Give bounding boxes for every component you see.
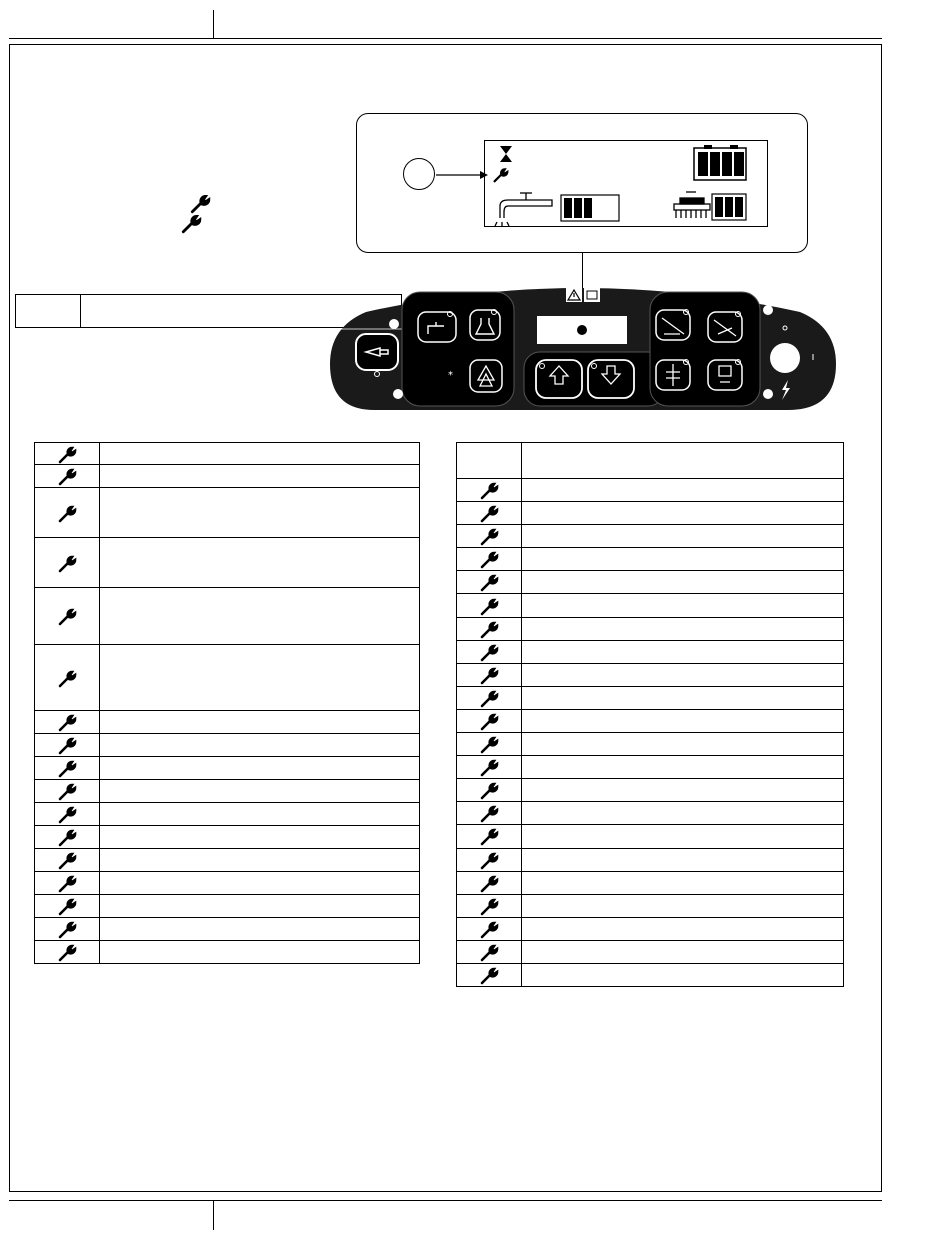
row-icon-cell — [35, 711, 100, 734]
wrench-icon — [479, 503, 499, 523]
row-icon-cell — [35, 538, 100, 588]
lcd-detail-svg — [430, 140, 770, 230]
dust-filter-button[interactable] — [708, 360, 742, 391]
table-row — [35, 538, 420, 588]
row-text-cell — [522, 663, 844, 686]
row-text-cell — [522, 709, 844, 732]
row-icon-cell — [35, 465, 100, 488]
row-icon-cell — [35, 588, 100, 645]
wrench-icon — [57, 850, 77, 870]
wrench-icon — [479, 965, 499, 985]
battery-level-bar — [710, 152, 720, 176]
wrench-icon — [479, 526, 499, 546]
row-icon-cell — [457, 894, 522, 917]
row-text-cell — [522, 917, 844, 940]
row-icon-cell — [457, 594, 522, 617]
wrench-icon — [57, 668, 77, 688]
row-icon-cell — [35, 443, 100, 465]
row-icon-cell — [457, 479, 522, 502]
row-text-cell — [522, 479, 844, 502]
row-icon-cell — [35, 941, 100, 964]
row-text-cell — [100, 780, 420, 803]
wrench-icon — [57, 712, 77, 732]
svg-text:*: * — [448, 370, 453, 381]
row-icon-cell — [35, 757, 100, 780]
wrench-icon — [479, 480, 499, 500]
solution-level-bar — [574, 198, 582, 218]
row-text-cell — [100, 803, 420, 826]
brush-pressure-button[interactable] — [656, 360, 690, 391]
table-row — [35, 780, 420, 803]
row-icon-cell — [35, 734, 100, 757]
row-icon-cell — [457, 548, 522, 571]
solution-level-bar — [584, 198, 592, 218]
wrench-icon — [189, 192, 211, 214]
battery-level-bar — [722, 152, 732, 176]
row-icon-cell — [35, 780, 100, 803]
row-text-cell — [522, 825, 844, 848]
row-icon-cell — [457, 525, 522, 548]
table-row — [35, 465, 420, 488]
row-icon-cell — [457, 940, 522, 963]
row-text-cell — [100, 711, 420, 734]
hourglass-icon — [500, 146, 512, 162]
row-text-cell — [522, 940, 844, 963]
wrench-icon — [479, 942, 499, 962]
wrench-icon — [57, 827, 77, 847]
header-divider — [213, 10, 214, 38]
solution-tap-icon — [495, 193, 552, 226]
row-text-cell — [100, 465, 420, 488]
table-row — [35, 872, 420, 895]
scrub-deck-up-button[interactable] — [536, 360, 582, 398]
wrench-icon — [57, 942, 77, 962]
row-icon-cell — [35, 918, 100, 941]
wrench-icon — [479, 919, 499, 939]
wrench-icon — [479, 850, 499, 870]
row-icon-cell — [35, 645, 100, 711]
battery-level-bar — [734, 152, 744, 176]
row-text-cell — [522, 779, 844, 802]
wrench-icon — [479, 803, 499, 823]
row-text-cell — [522, 756, 844, 779]
wrench-icon — [479, 572, 499, 592]
table-row — [457, 963, 844, 986]
table-row — [35, 941, 420, 964]
table-row — [35, 849, 420, 872]
scrub-deck-down-button[interactable] — [588, 360, 634, 398]
battery-level-bar — [698, 152, 708, 176]
table-row — [457, 479, 844, 502]
wrench-icon — [57, 873, 77, 893]
detergent-button[interactable] — [470, 310, 500, 341]
row-icon-cell — [35, 849, 100, 872]
wrench-icon — [479, 642, 499, 662]
table-row — [35, 757, 420, 780]
wrench-icon — [57, 503, 77, 523]
row-text-cell — [522, 502, 844, 525]
table-row — [457, 548, 844, 571]
row-icon-cell — [457, 848, 522, 871]
row-text-cell — [100, 918, 420, 941]
brush-level-bar — [735, 197, 743, 217]
row-text-cell — [100, 443, 420, 465]
row-icon-cell — [457, 733, 522, 756]
brush-icon — [674, 192, 710, 218]
row-text-cell — [100, 538, 420, 588]
table-row — [35, 488, 420, 538]
wrench-icon — [57, 444, 77, 464]
row-text-cell — [100, 849, 420, 872]
table-row — [457, 502, 844, 525]
row-text-cell — [100, 588, 420, 645]
footer-rule — [9, 1200, 882, 1201]
solution-button[interactable] — [418, 312, 456, 343]
solution-level-bar — [564, 198, 572, 218]
header-code-cell — [457, 443, 522, 479]
table-row — [35, 895, 420, 918]
table-row — [457, 848, 844, 871]
wrench-icon — [57, 781, 77, 801]
row-icon-cell — [457, 502, 522, 525]
row-icon-cell — [457, 640, 522, 663]
table-row — [35, 826, 420, 849]
table-row — [457, 663, 844, 686]
row-text-cell — [100, 895, 420, 918]
row-text-cell — [522, 848, 844, 871]
table-row — [457, 571, 844, 594]
table-row — [35, 918, 420, 941]
wrench-icon — [479, 619, 499, 639]
row-text-cell — [522, 617, 844, 640]
row-icon-cell — [457, 709, 522, 732]
row-text-cell — [522, 525, 844, 548]
wrench-icon — [57, 896, 77, 916]
vacuum-button[interactable] — [708, 312, 742, 343]
table-row — [457, 709, 844, 732]
warning-icon — [566, 288, 582, 302]
row-text-cell — [100, 488, 420, 538]
wrench-icon — [479, 896, 499, 916]
wrench-icon — [479, 665, 499, 685]
row-icon-cell — [35, 803, 100, 826]
table-row — [35, 734, 420, 757]
row-icon-cell — [457, 779, 522, 802]
table-row — [457, 917, 844, 940]
wrench-icon — [479, 734, 499, 754]
row-text-cell — [522, 963, 844, 986]
brush-level-bar — [725, 197, 733, 217]
wrench-icon — [180, 212, 202, 234]
row-text-cell — [100, 826, 420, 849]
row-icon-cell — [35, 488, 100, 538]
footer-divider — [213, 1200, 214, 1230]
row-text-cell — [522, 686, 844, 709]
header-rule — [9, 38, 882, 39]
brush-level-bar — [715, 197, 723, 217]
table-row — [35, 645, 420, 711]
table-row — [457, 871, 844, 894]
row-text-cell — [100, 757, 420, 780]
wrench-icon — [479, 757, 499, 777]
wrench-icon — [57, 758, 77, 778]
row-text-cell — [522, 548, 844, 571]
row-text-cell — [522, 640, 844, 663]
table-row — [457, 756, 844, 779]
row-text-cell — [100, 941, 420, 964]
row-text-cell — [522, 733, 844, 756]
row-icon-cell — [457, 802, 522, 825]
wrench-icon — [479, 826, 499, 846]
table-row — [457, 940, 844, 963]
row-icon-cell — [457, 871, 522, 894]
table-row — [457, 779, 844, 802]
table-row — [457, 733, 844, 756]
wrench-icon — [479, 780, 499, 800]
wrench-icon — [479, 596, 499, 616]
row-text-cell — [522, 871, 844, 894]
table-row — [457, 894, 844, 917]
row-icon-cell — [457, 663, 522, 686]
row-icon-cell — [35, 826, 100, 849]
row-icon-cell — [457, 756, 522, 779]
row-text-cell — [522, 594, 844, 617]
table-row — [457, 686, 844, 709]
row-text-cell — [522, 802, 844, 825]
row-text-cell — [100, 734, 420, 757]
row-icon-cell — [457, 963, 522, 986]
wrench-icon — [479, 549, 499, 569]
table-header-row — [457, 443, 844, 479]
wrench-icon — [479, 873, 499, 893]
table-row — [457, 617, 844, 640]
row-icon-cell — [457, 917, 522, 940]
row-icon-cell — [457, 825, 522, 848]
table-row — [457, 640, 844, 663]
right-fault-table — [456, 442, 844, 987]
table-row — [35, 803, 420, 826]
left-fault-table — [34, 442, 420, 964]
table-row — [35, 711, 420, 734]
wrench-icon — [479, 688, 499, 708]
row-text-cell — [100, 872, 420, 895]
row-text-cell — [522, 571, 844, 594]
row-text-cell — [522, 894, 844, 917]
row-icon-cell — [457, 617, 522, 640]
horn-button[interactable] — [356, 334, 398, 377]
control-panel — [330, 272, 836, 414]
wrench-icon — [479, 711, 499, 731]
manual-icon — [584, 288, 600, 302]
table-row — [457, 802, 844, 825]
squeegee-button[interactable] — [656, 310, 690, 341]
header-text-cell — [522, 443, 844, 479]
wrench-icon — [57, 919, 77, 939]
wrench-icon — [57, 804, 77, 824]
table-row — [457, 525, 844, 548]
wrench-icon — [57, 735, 77, 755]
row-icon-cell — [35, 895, 100, 918]
row-text-cell — [100, 645, 420, 711]
table-row — [457, 594, 844, 617]
table-row — [35, 588, 420, 645]
wrench-icon — [57, 606, 77, 626]
wrench-icon — [495, 169, 508, 181]
table-row — [457, 825, 844, 848]
table-row — [35, 443, 420, 465]
row-icon-cell — [457, 686, 522, 709]
row-icon-cell — [457, 571, 522, 594]
wrench-icon — [57, 466, 77, 486]
row-icon-cell — [35, 872, 100, 895]
wrench-icon — [57, 553, 77, 573]
